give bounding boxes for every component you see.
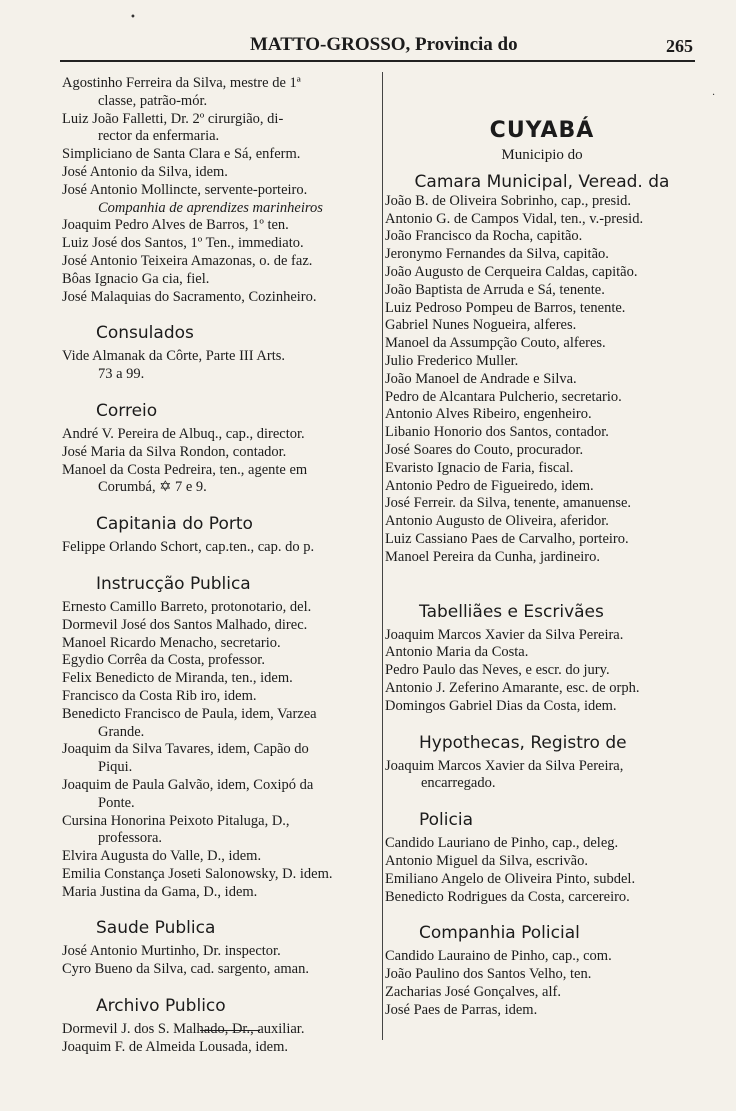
entry-line: João Augusto de Cerqueira Caldas, capitão. [385, 263, 638, 280]
entry-line: Antonio Pedro de Figueiredo, idem. [385, 477, 594, 494]
entry-line: Dormevil J. dos S. Malhado, Dr., auxiliar. [62, 1021, 305, 1038]
directory-entry [385, 264, 699, 282]
directory-entry [62, 164, 380, 182]
entry-continuation: professora. [98, 830, 163, 847]
directory-entry [385, 984, 699, 1002]
section-heading: Policia [419, 810, 473, 831]
section-heading: Hypothecas, Registro de [419, 732, 627, 753]
print-speck: • [130, 12, 136, 23]
directory-entry [385, 966, 699, 984]
directory-entry [62, 813, 380, 849]
section-heading: Instrucção Publica [96, 573, 251, 594]
entry-line: Luiz João Falletti, Dr. 2º cirurgião, di- [62, 110, 284, 127]
directory-entry [385, 680, 699, 698]
directory-entry [385, 835, 699, 853]
directory-entry [385, 424, 699, 442]
entry-line: Luiz Cassiano Paes de Carvalho, porteiro. [385, 530, 629, 547]
directory-entry [385, 460, 699, 478]
directory-entry [62, 111, 380, 147]
entry-line: Joaquim de Paula Galvão, idem, Coxipó da [62, 776, 314, 793]
end-rule [200, 1030, 260, 1031]
entry-continuation: Piqui. [98, 759, 133, 776]
directory-entry [385, 758, 699, 794]
directory-entry [62, 426, 380, 444]
entry-line: Evaristo Ignacio de Faria, fiscal. [385, 459, 574, 476]
entry-line: Joaquim Pedro Alves de Barros, 1º ten. [62, 217, 289, 234]
page-number: 265 [666, 36, 693, 56]
directory-entry [62, 271, 380, 289]
entry-line: Ernesto Camillo Barreto, protonotario, del. [62, 598, 312, 615]
section-heading: Correio [96, 400, 158, 421]
directory-entry [385, 495, 699, 513]
entry-line: Manoel Ricardo Menacho, secretario. [62, 634, 281, 651]
entry-line: Francisco da Costa Rib iro, idem. [62, 687, 257, 704]
directory-entry [385, 246, 699, 264]
section-heading: Tabelliães e Escrivães [419, 601, 604, 622]
entry-line: Jeronymo Fernandes da Silva, capitão. [385, 246, 609, 263]
directory-entry [385, 948, 699, 966]
entry-line: Cursina Honorina Peixoto Pitaluga, D., [62, 812, 290, 829]
entry-line: João Francisco da Rocha, capitão. [385, 228, 583, 245]
entry-continuation: rector da enfermaria. [98, 128, 220, 145]
entry-line: Felix Benedicto de Miranda, ten., idem. [62, 670, 293, 687]
entry-line: Luiz José dos Santos, 1º Ten., immediato. [62, 235, 304, 252]
directory-entry [62, 348, 380, 384]
entry-line: José Antonio da Silva, idem. [62, 163, 228, 180]
entry-line: José Malaquias do Sacramento, Cozinheiro. [62, 288, 317, 305]
column-divider [382, 72, 383, 1040]
directory-entry [62, 866, 380, 884]
entry-line: Agostinho Ferreira da Silva, mestre de 1ª [62, 75, 301, 91]
running-title: MATTO-GROSSO, Provincia do [250, 34, 518, 55]
entry-line: Benedicto Rodrigues da Costa, carcereiro. [385, 888, 630, 905]
directory-entry [62, 146, 380, 164]
entry-line: Candido Lauraino de Pinho, cap., com. [385, 948, 612, 965]
directory-entry [62, 884, 380, 902]
entry-line: João B. de Oliveira Sobrinho, cap., presid. [385, 192, 632, 209]
entry-continuation: Grande. [98, 723, 145, 740]
directory-entry [385, 335, 699, 353]
entry-line: Emilia Constança Joseti Salonowsky, D. idem. [62, 865, 333, 882]
directory-entry [62, 652, 380, 670]
directory-entry [62, 670, 380, 688]
directory-entry [385, 644, 699, 662]
city-title: CUYABÁ [489, 118, 595, 143]
entry-line: Bôas Ignacio Ga cia, fiel. [62, 270, 210, 287]
entry-line: Antonio J. Zeferino Amarante, esc. de orph. [385, 679, 640, 696]
directory-entry [385, 353, 699, 371]
directory-entry [62, 706, 380, 742]
entry-line: Vide Almanak da Côrte, Parte III Arts. [62, 348, 286, 365]
entry-continuation: classe, patrão-mór. [98, 92, 208, 109]
entry-line: Antonio G. de Campos Vidal, ten., v.-presid. [385, 210, 644, 227]
entry-line: Pedro Paulo das Neves, e escr. do jury. [385, 662, 610, 679]
header-rule [60, 60, 695, 62]
spacer [385, 567, 699, 585]
directory-entry [385, 371, 699, 389]
entry-line: Antonio Miguel da Silva, escrivão. [385, 852, 588, 869]
directory-entry [62, 75, 380, 111]
section-heading: Archivo Publico [96, 996, 226, 1017]
right-column [385, 75, 699, 1019]
entry-line: Elvira Augusta do Valle, D., idem. [62, 848, 262, 865]
entry-line: José Antonio Mollincte, servente-porteiro. [62, 181, 308, 198]
directory-entry [385, 531, 699, 549]
section-heading: Camara Municipal, Veread. da [414, 171, 670, 192]
directory-entry [385, 228, 699, 246]
entry-line: Joaquim Marcos Xavier da Silva Pereira. [385, 626, 624, 643]
directory-entry [385, 513, 699, 531]
entry-line: José Paes de Parras, idem. [385, 1001, 538, 1018]
directory-entry [62, 777, 380, 813]
entry-line: Gabriel Nunes Nogueira, alferes. [385, 317, 577, 334]
directory-entry [62, 688, 380, 706]
directory-entry [385, 871, 699, 889]
entry-line: Candido Lauriano de Pinho, cap., deleg. [385, 835, 619, 852]
entry-line: Maria Justina da Gama, D., idem. [62, 883, 258, 900]
directory-entry [385, 211, 699, 229]
directory-entry [385, 889, 699, 907]
entry-line: João Paulino dos Santos Velho, ten. [385, 966, 592, 983]
entry-continuation: 73 a 99. [98, 366, 145, 383]
municipio-label: Municipio do [501, 147, 583, 163]
entry-line: Dormevil José dos Santos Malhado, direc. [62, 616, 308, 633]
directory-entry [385, 300, 699, 318]
entry-line: João Baptista de Arruda e Sá, tenente. [385, 281, 605, 298]
directory-entry [62, 961, 380, 979]
section-heading: Consulados [96, 323, 194, 344]
directory-entry [62, 943, 380, 961]
directory-entry [385, 389, 699, 407]
page-header [60, 28, 695, 58]
entry-line: Emiliano Angelo de Oliveira Pinto, subdel. [385, 870, 636, 887]
subsection-title: Companhia de aprendizes marinheiros [98, 199, 323, 216]
directory-entry [62, 444, 380, 462]
directory-entry [385, 662, 699, 680]
entry-line: Luiz Pedroso Pompeu de Barros, tenente. [385, 299, 626, 316]
entry-line: Antonio Augusto de Oliveira, aferidor. [385, 513, 609, 530]
section-heading: Companhia Policial [419, 923, 580, 944]
directory-entry [385, 442, 699, 460]
entry-line: Pedro de Alcantara Pulcherio, secretario. [385, 388, 622, 405]
section-heading: Saude Publica [96, 918, 216, 939]
print-speck: · [712, 90, 716, 101]
directory-entry [385, 1002, 699, 1020]
entry-line: Domingos Gabriel Dias da Costa, idem. [385, 697, 617, 714]
directory-entry [385, 698, 699, 716]
directory-entry [62, 848, 380, 866]
entry-line: Antonio Maria da Costa. [385, 644, 529, 661]
directory-entry [385, 853, 699, 871]
directory-entry [62, 741, 380, 777]
entry-continuation: Ponte. [98, 794, 135, 811]
entry-line: Manoel Pereira da Cunha, jardineiro. [385, 548, 601, 565]
entry-line: Benedicto Francisco de Paula, idem, Varzea [62, 705, 317, 722]
directory-entry [62, 235, 380, 253]
directory-entry [385, 627, 699, 645]
entry-line: Julio Frederico Muller. [385, 352, 519, 369]
directory-entry [385, 193, 699, 211]
entry-line: Joaquim Marcos Xavier da Silva Pereira, [385, 757, 624, 774]
entry-line: Felippe Orlando Schort, cap.ten., cap. do p. [62, 539, 315, 556]
entry-line: José Maria da Silva Rondon, contador. [62, 443, 287, 460]
entry-line: André V. Pereira de Albuq., cap., director. [62, 425, 305, 442]
directory-entry [385, 317, 699, 335]
entry-line: José Antonio Murtinho, Dr. inspector. [62, 943, 281, 960]
entry-continuation: encarregado. [421, 775, 496, 792]
entry-line: Simpliciano de Santa Clara e Sá, enferm. [62, 146, 301, 163]
entry-line: Joaquim F. de Almeida Lousada, idem. [62, 1038, 288, 1055]
entry-line: Libanio Honorio dos Santos, contador. [385, 424, 609, 441]
directory-entry [62, 599, 380, 617]
entry-line: Cyro Bueno da Silva, cad. sargento, aman. [62, 961, 309, 978]
directory-entry [62, 289, 380, 307]
entry-line: Manoel da Assumpção Couto, alferes. [385, 335, 606, 352]
directory-entry [385, 549, 699, 567]
section-heading: Capitania do Porto [96, 514, 253, 535]
directory-entry [62, 253, 380, 271]
directory-entry [385, 478, 699, 496]
directory-entry [62, 617, 380, 635]
entry-line: Egydio Corrêa da Costa, professor. [62, 652, 265, 669]
entry-line: Manoel da Costa Pedreira, ten., agente em [62, 461, 308, 478]
entry-line: José Ferreir. da Silva, tenente, amanuense. [385, 495, 632, 512]
entry-continuation: Corumbá, ✡ 7 e 9. [98, 479, 207, 496]
directory-entry [62, 539, 380, 557]
directory-entry [385, 282, 699, 300]
entry-line: Joaquim da Silva Tavares, idem, Capão do [62, 741, 309, 758]
entry-line: Antonio Alves Ribeiro, engenheiro. [385, 406, 592, 423]
entry-line: José Soares do Couto, procurador. [385, 441, 584, 458]
directory-entry [62, 182, 380, 200]
directory-entry [62, 217, 380, 235]
entry-line: José Antonio Teixeira Amazonas, o. de faz. [62, 252, 313, 269]
entry-line: João Manoel de Andrade e Silva. [385, 370, 577, 387]
directory-entry [62, 462, 380, 498]
left-column [62, 75, 380, 1057]
directory-entry [62, 1039, 380, 1057]
directory-entry [385, 406, 699, 424]
entry-line: Zacharias José Gonçalves, alf. [385, 983, 561, 1000]
directory-entry [62, 635, 380, 653]
